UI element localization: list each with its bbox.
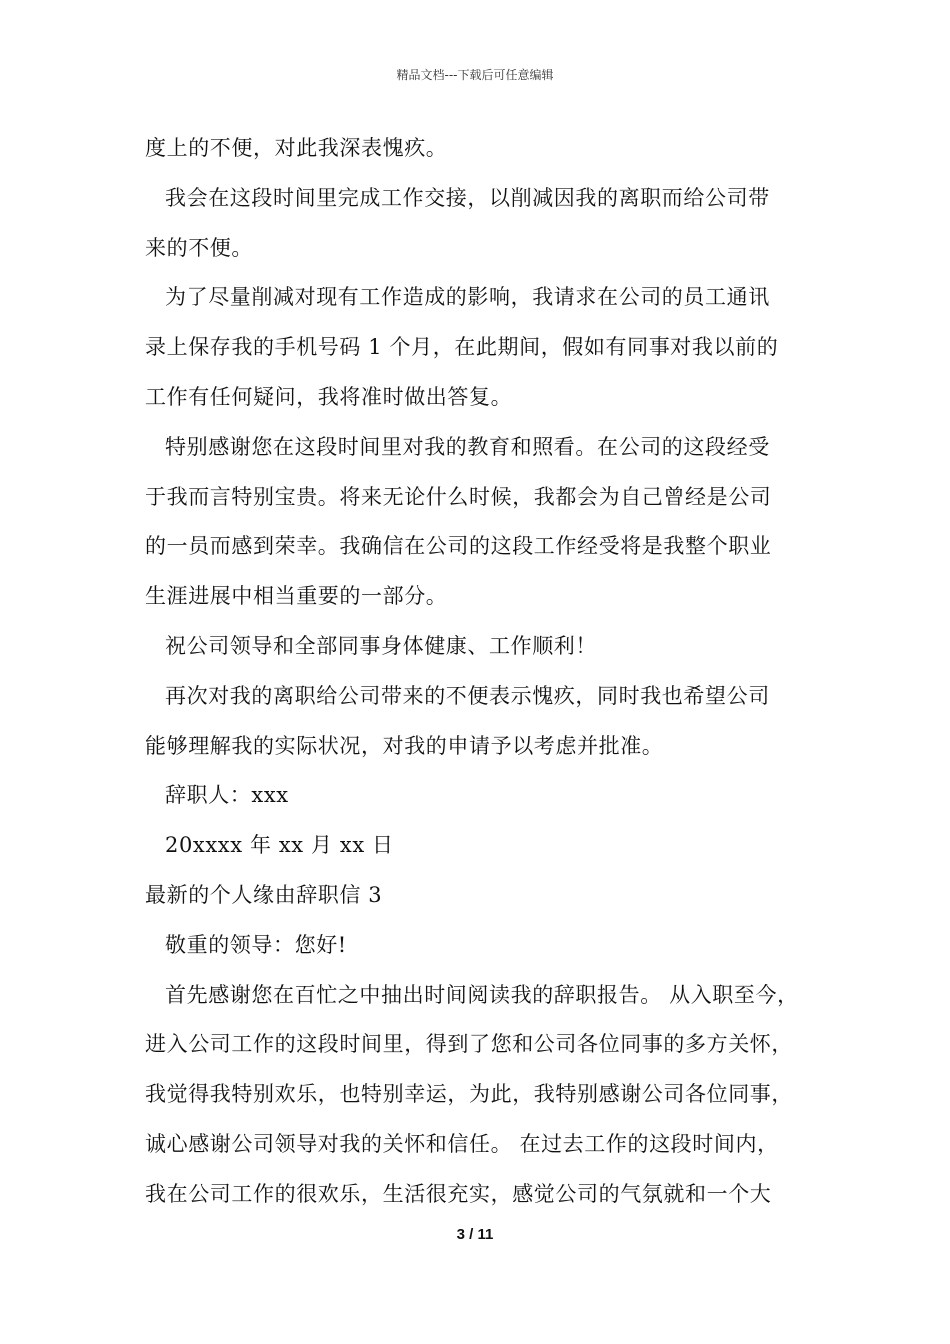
section-heading: 最新的个人缘由辞职信 3	[145, 882, 383, 907]
paragraph-line: 我觉得我特别欢乐，也特别幸运，为此，我特别感谢公司各位同事，	[145, 1082, 793, 1107]
paragraph-line: 特别感谢您在这段时间里对我的教育和照看。在公司的这段经受	[165, 434, 770, 459]
paragraph-line: 进入公司工作的这段时间里，得到了您和公司各位同事的多方关怀，	[145, 1032, 793, 1057]
paragraph-line: 能够理解我的实际状况，对我的申请予以考虑并批准。	[145, 733, 664, 758]
paragraph-line: 来的不便。	[145, 235, 253, 260]
date-line: 20xxxx 年 xx 月 xx 日	[165, 833, 394, 858]
signature-line: 辞职人：xxx	[165, 783, 289, 808]
document-body	[145, 128, 825, 1224]
closing-wish: 祝公司领导和全部同事身体健康、工作顺利！	[165, 633, 597, 658]
paragraph-line: 于我而言特别宝贵。将来无论什么时候，我都会为自己曾经是公司	[145, 484, 772, 509]
salutation: 敬重的领导：您好!	[165, 932, 347, 957]
paragraph-line: 我在公司工作的很欢乐，生活很充实，感觉公司的气氛就和一个大	[145, 1181, 772, 1206]
paragraph-line: 度上的不便，对此我深表愧疚。	[145, 136, 448, 160]
paragraph-line: 诚心感谢公司领导对我的关怀和信任。 在过去工作的这段时间内，	[145, 1131, 779, 1156]
paragraph-line: 再次对我的离职给公司带来的不便表示愧疚，同时我也希望公司	[165, 683, 770, 708]
page-number: 3 / 11	[456, 1226, 494, 1243]
paragraph-line: 为了尽量削减对现有工作造成的影响，我请求在公司的员工通讯	[165, 285, 770, 310]
paragraph-line: 生涯进展中相当重要的一部分。	[145, 584, 448, 609]
paragraph-line: 我会在这段时间里完成工作交接，以削减因我的离职而给公司带	[165, 185, 770, 210]
paragraph-line: 录上保存我的手机号码 1 个月，在此期间，假如有同事对我以前的	[145, 335, 779, 360]
paragraph-line: 首先感谢您在百忙之中抽出时间阅读我的辞职报告。 从入职至今，	[165, 982, 799, 1007]
page-header: 精品文档---下载后可任意编辑	[396, 68, 554, 82]
paragraph-line: 的一员而感到荣幸。我确信在公司的这段工作经受将是我整个职业	[145, 534, 772, 559]
paragraph-line: 工作有任何疑问，我将准时做出答复。	[145, 384, 513, 409]
